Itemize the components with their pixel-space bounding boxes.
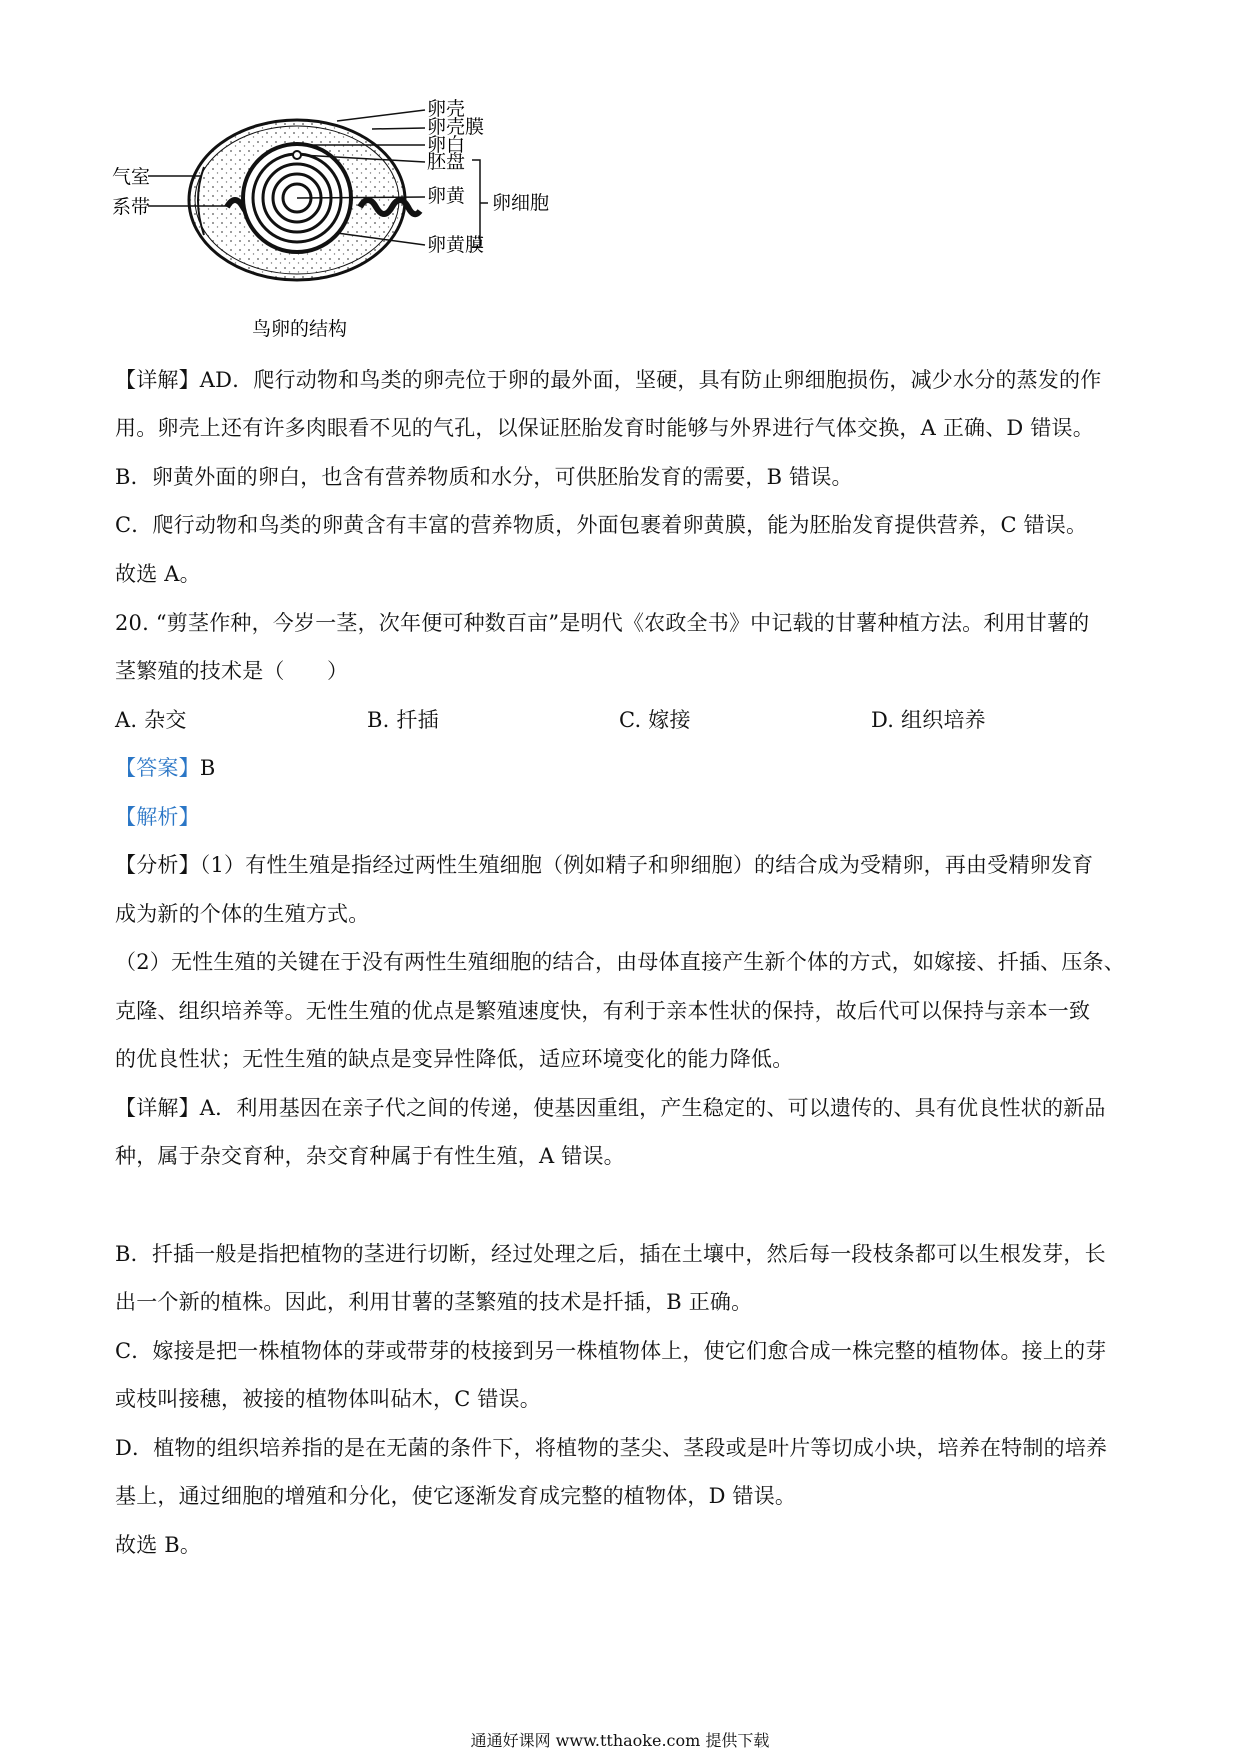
detail-line-4: 出一个新的植株。因此，利用甘薯的茎繁殖的技术是扦插，B 正确。 bbox=[115, 1290, 753, 1314]
detail-line-9: 故选 B。 bbox=[115, 1533, 202, 1557]
detail-line-7: D．植物的组织培养指的是在无菌的条件下，将植物的茎尖、茎段或是叶片等切成小块，培养在特制的培养 bbox=[115, 1436, 1108, 1460]
egg-structure-figure bbox=[112, 95, 632, 349]
detail-line-1: 【详解】A．利用基因在亲子代之间的传递，使基因重组，产生稳定的、可以遗传的、具有优良性状的新品 bbox=[115, 1096, 1106, 1120]
prev-detail-line-1: 【详解】AD．爬行动物和鸟类的卵壳位于卵的最外面，坚硬，具有防止卵细胞损伤，减少水分的蒸发的作 bbox=[115, 368, 1102, 392]
prev-detail-line-2: 用。卵壳上还有许多肉眼看不见的气孔，以保证胚胎发育时能够与外界进行气体交换，A 正确、D 错误。 bbox=[115, 416, 1094, 440]
label-yolk-membrane: 卵黄膜 bbox=[427, 234, 485, 256]
analysis-line-4: 克隆、组织培养等。无性生殖的优点是繁殖速度快，有利于亲本性状的保持，故后代可以保持与亲本一致 bbox=[115, 999, 1091, 1023]
answer-tag: 【答案】 bbox=[115, 756, 200, 780]
label-albumen: 卵白 bbox=[427, 134, 466, 156]
label-chalaza: 系带 bbox=[112, 196, 151, 218]
analysis-line-3: （2）无性生殖的关键在于没有两性生殖细胞的结合，由母体直接产生新个体的方式，如嫁接、扦插、压条、 bbox=[115, 950, 1125, 974]
option-a: A. 杂交 bbox=[115, 708, 187, 732]
prev-detail-line-3: B．卵黄外面的卵白，也含有营养物质和水分，可供胚胎发育的需要，B 错误。 bbox=[115, 465, 853, 489]
footer-source: 通通好课网 www.tthaoke.com 提供下载 bbox=[470, 1731, 770, 1750]
question-stem-line-1: 20. “剪茎作种，今岁一茎，次年便可种数百亩”是明代《农政全书》中记载的甘薯种植方法。利用甘薯的 bbox=[115, 611, 1090, 635]
germinal-disc bbox=[293, 151, 301, 159]
detail-line-2: 种，属于杂交育种，杂交育种属于有性生殖，A 错误。 bbox=[115, 1144, 625, 1168]
figure-caption: 鸟卵的结构 bbox=[252, 318, 348, 340]
label-yolk: 卵黄 bbox=[427, 185, 466, 207]
prev-detail-line-5: 故选 A。 bbox=[115, 562, 201, 586]
detail-line-3: B．扦插一般是指把植物的茎进行切断，经过处理之后，插在土壤中，然后每一段枝条都可以生根发芽，长 bbox=[115, 1242, 1106, 1266]
analysis-tag: 【解析】 bbox=[115, 805, 200, 829]
label-shell: 卵壳 bbox=[427, 98, 466, 120]
analysis-line-5: 的优良性状；无性生殖的缺点是变异性降低，适应环境变化的能力降低。 bbox=[115, 1047, 794, 1071]
options-row bbox=[115, 706, 1015, 734]
label-air-chamber: 气室 bbox=[112, 166, 151, 188]
question-stem-line-2: 茎繁殖的技术是（ ） bbox=[115, 659, 349, 683]
detail-line-6: 或枝叫接穗，被接的植物体叫砧木，C 错误。 bbox=[115, 1387, 541, 1411]
analysis-line-2: 成为新的个体的生殖方式。 bbox=[115, 902, 370, 926]
option-c: C. 嫁接 bbox=[619, 708, 691, 732]
detail-line-5: C．嫁接是把一株植物体的芽或带芽的枝接到另一株植物体上，使它们愈合成一株完整的植物体。接上的芽 bbox=[115, 1339, 1107, 1363]
label-germinal-disc: 胚盘 bbox=[427, 151, 466, 173]
label-egg-cell: 卵细胞 bbox=[492, 192, 550, 214]
answer-value: B bbox=[199, 756, 216, 780]
detail-line-8: 基上，通过细胞的增殖和分化，使它逐渐发育成完整的植物体，D 错误。 bbox=[115, 1484, 797, 1508]
option-b: B. 扦插 bbox=[367, 708, 439, 732]
option-d: D. 组织培养 bbox=[871, 708, 986, 732]
analysis-line-1: 【分析】（1）有性生殖是指经过两性生殖细胞（例如精子和卵细胞）的结合成为受精卵，再由受精卵发育 bbox=[115, 853, 1094, 877]
prev-detail-line-4: C．爬行动物和鸟类的卵黄含有丰富的营养物质，外面包裹着卵黄膜，能为胚胎发育提供营养，C 错误。 bbox=[115, 513, 1088, 537]
label-shell-membrane: 卵壳膜 bbox=[427, 116, 485, 138]
answer-line bbox=[115, 754, 215, 782]
